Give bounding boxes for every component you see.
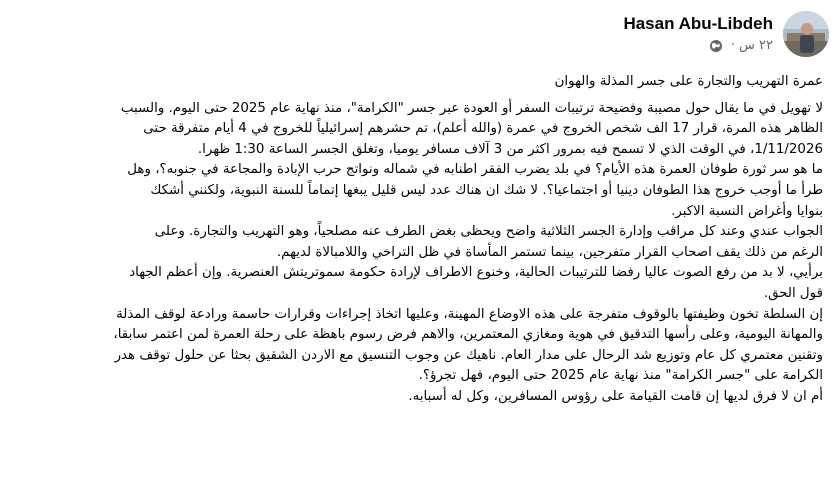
post-text-line: الجواب عندي وعند كل مراقب وإدارة الجسر الثلاثية واضح ويحظى بغض الطرف عنه مصلحياً، وهو التهريب والتجارة. وعلى xyxy=(154,224,823,240)
post-timestamp[interactable]: ٢٢ س xyxy=(739,38,773,53)
post-text-line: بنوايا وأغراض النسبة الاكبر. xyxy=(671,203,823,219)
post-header xyxy=(623,8,829,60)
post-text-line: الكرامة على "جسر الكرامة" منذ نهاية عام 2025 حتى اليوم، فهل تجرؤ؟. xyxy=(418,368,823,384)
author-name[interactable]: Hasan Abu-Libdeh xyxy=(623,14,773,33)
post-subline xyxy=(709,37,773,55)
post-text-line: لا تهويل في ما يقال حول مصيبة وفضيحة ترتيبات السفر أو العودة عبر جسر "الكرامة"، منذ نهاية عام 2025 حتى اليوم. والسبب xyxy=(120,100,823,116)
profile-photo xyxy=(783,11,829,57)
post-text-line: 1/11/2026، في الوقت الذي لا تسمح فيه بمرور اكثر من 3 آلاف مسافر يوميا، وتغلق الجسر الساعة 1:30 ظهرا. xyxy=(197,141,823,157)
post-title: عمرة التهريب والتجارة على جسر المذلة والهوان xyxy=(554,74,823,89)
post-meta xyxy=(623,13,773,55)
post-text-line: أم ان لا فرق لديها إن قامت القيامة على رؤوس المسافرين، وكل له أسبابه. xyxy=(408,388,823,404)
post-text-line: الظاهر هذه المرة، قرار 17 الف شخص الخروج في عمرة (والله أعلم)، تم حشرهم إسرائيلياً للخروج في 4 أيام متفرقة حتى xyxy=(143,121,823,137)
post-body xyxy=(11,72,823,408)
globe-icon[interactable] xyxy=(709,39,723,53)
post-text-line: طرأ ما أوجب خروج هذا الطوفان دينيا أو اجتماعيا؟. لا شك ان هناك عدد ليس قليل يبغها إتماماً للسنة النبوية، ولكنني أشكك xyxy=(150,182,823,198)
post-text-line: وتقنين معتمري كل عام وتوزيع شد الرحال على مدار العام. ناهيك عن وجوب التنسيق مع الاردن الشقيق بحثا عن حلول توقف هدر xyxy=(114,347,823,363)
post-text-line: ما هو سر ثورة طوفان العمرة هذه الأيام؟ في بلد يضرب الفقر اطنابه في شماله ونواتج حرب الإبادة والمجاعة في جنوبه؟، وهل xyxy=(127,162,823,178)
post-text-line: والمهانة اليومية، وعلى رأسها التدقيق في هوية ومغازي المعتمرين، والاهم فرض رسوم باهظة على رحلة العمرة لمن اعتمر سابقا، xyxy=(113,327,823,343)
meta-separator: · xyxy=(730,38,736,53)
author-avatar[interactable] xyxy=(783,11,829,57)
post-text-line: قول الحق. xyxy=(763,285,823,301)
post-text-line: إن السلطة تخون وظيفتها بالوقوف متفرجة على هذه الاوضاع المهينة، وعليها اتخاذ إجراءات وقرارات حاسمة ورادعة لوقف المذلة xyxy=(116,306,823,322)
post-text-line: الرغم من ذلك يقف اصحاب القرار متفرجين، بينما تستمر المأساة في ظل التراخي واللامبالاة لديهم. xyxy=(276,244,823,260)
post-text-line: برأيي، لا بد من رفع الصوت عاليا رفضا للترتيبات الحالية، وخنوع الاطراف لإرادة حكومة سموتريتش العنصرية. وإن أعظم الجهاد xyxy=(129,265,823,281)
